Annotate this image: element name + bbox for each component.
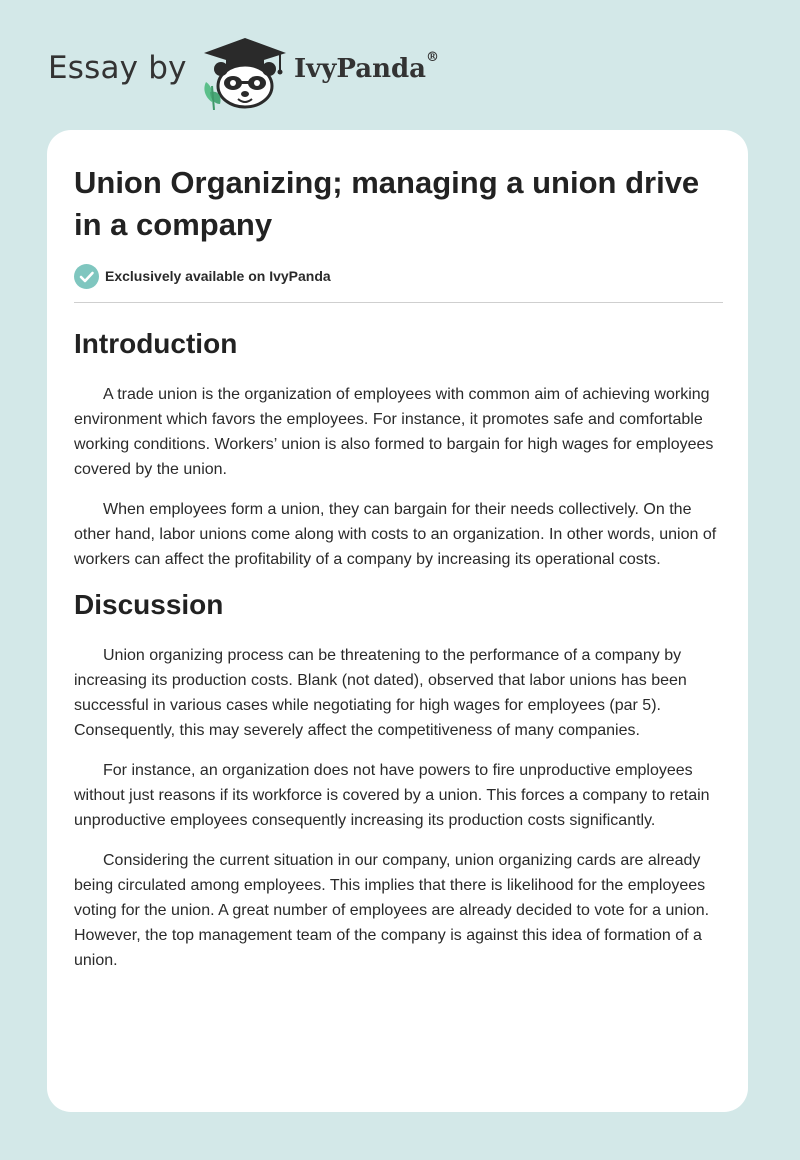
paragraph: A trade union is the organization of employees with common aim of achieving working environment which favors the employees. For instance, it promotes safe and comfortable working conditions. Workers’ union is also formed to bargain for high wages for employees covered by the union. xyxy=(74,386,714,478)
brand-name[interactable]: IvyPanda® xyxy=(294,50,440,84)
section-introduction xyxy=(74,326,726,572)
essay-body xyxy=(74,326,726,988)
panda-graduate-logo-icon[interactable] xyxy=(200,36,290,110)
essay-by-label: Essay by xyxy=(48,50,187,86)
essay-card xyxy=(47,130,748,1112)
exclusive-badge-text: Exclusively available on IvyPanda xyxy=(105,268,331,284)
paragraph: When employees form a union, they can bargain for their needs collectively. On the other hand, labor unions come along with costs to an organization. In other words, union of workers can affect the profitability of a company by increasing its operational costs. xyxy=(74,501,717,568)
registered-mark: ® xyxy=(426,50,440,66)
paragraph: Union organizing process can be threatening to the performance of a company by increasing its production costs. Blank (not dated), observed that labor unions has been successful in various cases while negotiating for high wages for employees (par 5). Consequently, this may severely affect the competitiveness of many companies. xyxy=(74,647,687,739)
site-header xyxy=(0,0,800,130)
title-divider xyxy=(74,302,723,303)
page-title: Union Organizing; managing a union drive in a company xyxy=(74,165,700,242)
section-heading: Introduction xyxy=(74,328,238,359)
check-badge-icon xyxy=(74,264,99,289)
paragraph: Considering the current situation in our company, union organizing cards are already being circulated among employees. This implies that there is likelihood for the employees voting for the union. A great number of employees are already decided to vote for a union. However, the top management team of the company is against this idea of formation of a union. xyxy=(74,852,710,969)
section-heading: Discussion xyxy=(74,589,224,620)
paragraph: For instance, an organization does not have powers to fire unproductive employees without just reasons if its workforce is covered by a union. This forces a company to retain unproductive employees consequently increasing its production costs significantly. xyxy=(74,762,710,829)
section-discussion xyxy=(74,587,726,973)
exclusive-badge xyxy=(74,263,331,289)
